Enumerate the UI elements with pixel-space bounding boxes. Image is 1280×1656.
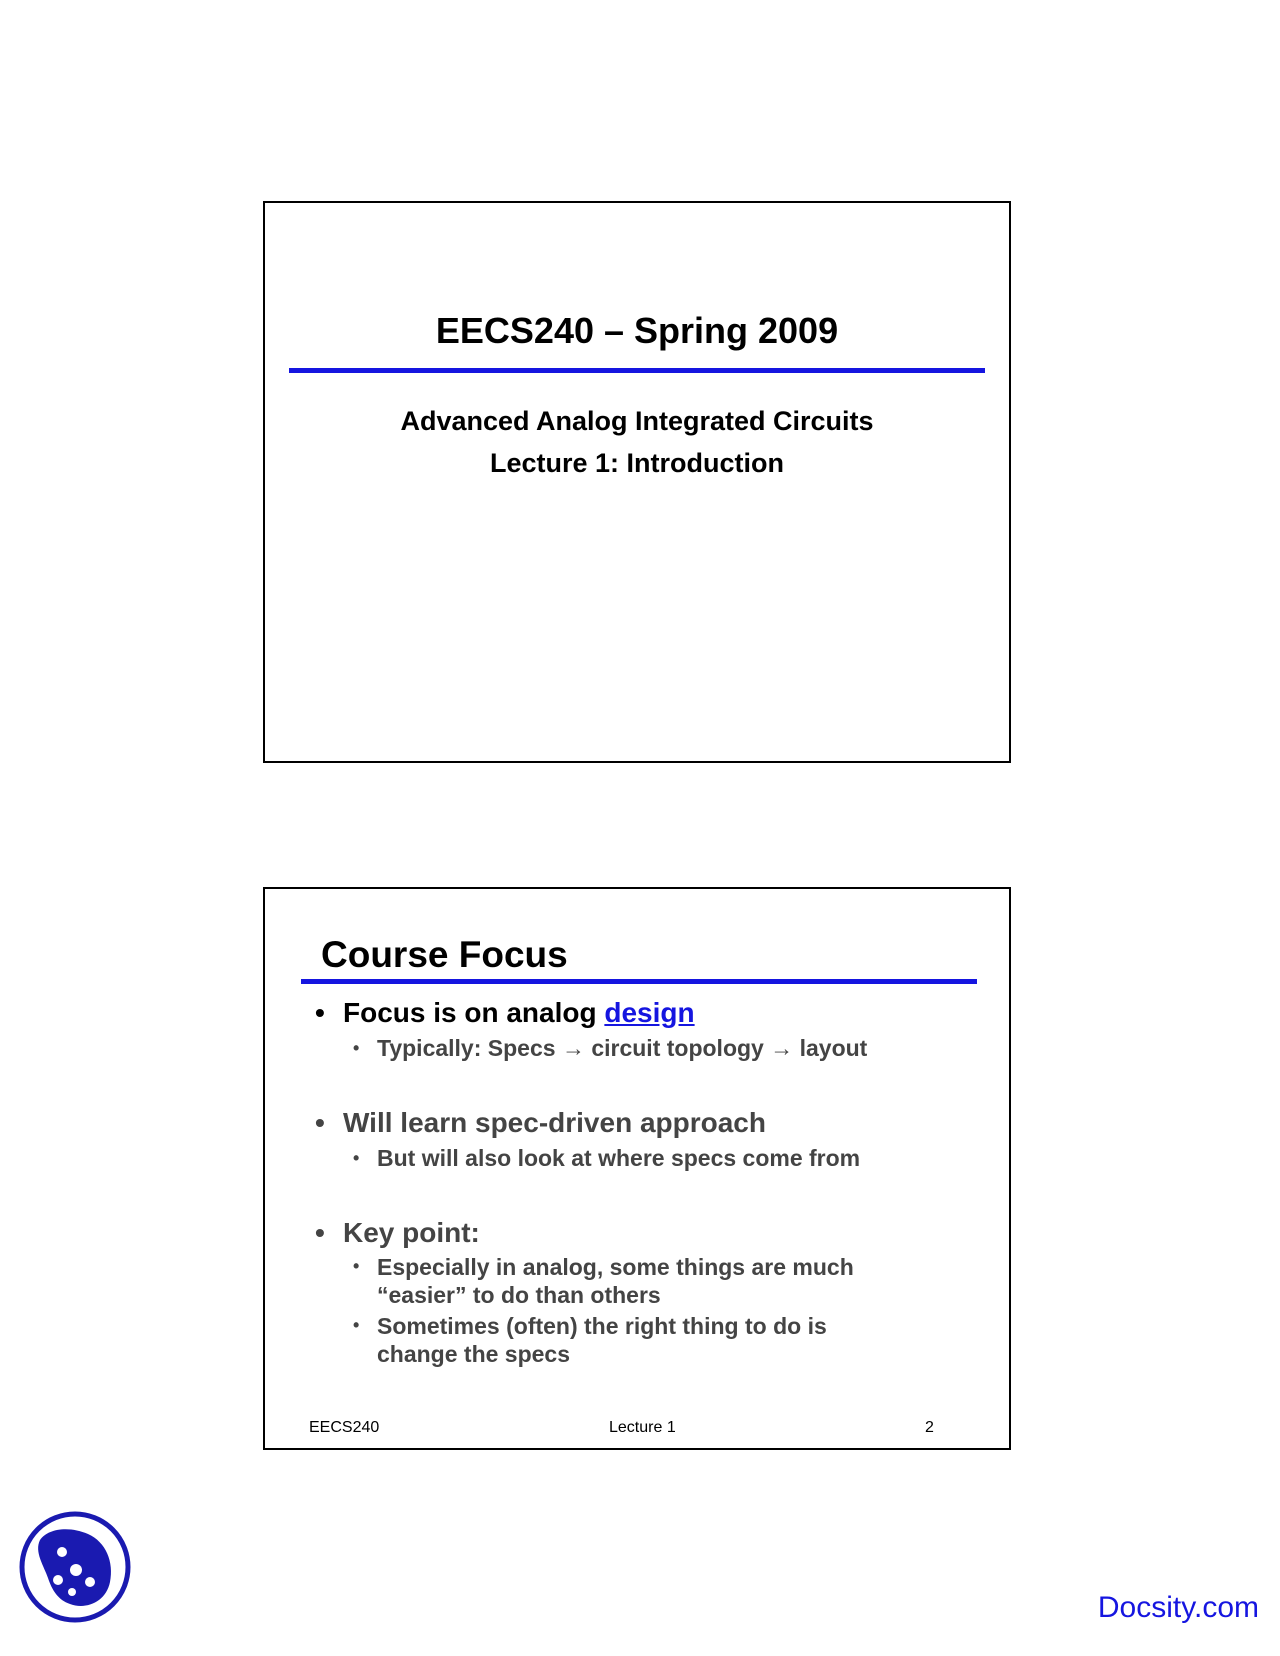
- sub-bullet-change-specs: [353, 1312, 827, 1368]
- footer-lecture: Lecture 1: [609, 1419, 676, 1436]
- bullet-dot: •: [315, 1217, 325, 1248]
- sub-bullet-dot: •: [353, 1315, 360, 1335]
- slide-1-subtitle-line-2: Lecture 1: Introduction: [489, 448, 784, 478]
- bullet-focus: [315, 997, 695, 1029]
- arrow-right-icon: →: [770, 1035, 794, 1061]
- bullet-dot: •: [315, 997, 325, 1028]
- slide-2-title-rule: [301, 979, 977, 984]
- slide-1-title-rule: [289, 368, 985, 373]
- docsity-logo-icon[interactable]: [18, 1510, 132, 1624]
- sub-bullet-analog-easier: [353, 1253, 854, 1309]
- bullet-key-point-text: Key point:: [343, 1217, 480, 1248]
- bullet-spec-driven-text: Will learn spec-driven approach: [343, 1107, 766, 1138]
- sub-bullet-typically-b: circuit topology: [584, 1035, 771, 1061]
- sub-bullet-change-specs-line-2: change the specs: [377, 1341, 571, 1367]
- bullet-spec-driven: [315, 1107, 766, 1139]
- sub-bullet-analog-easier-line-2: “easier” to do than others: [377, 1282, 661, 1308]
- footer-page-number: 2: [925, 1419, 934, 1436]
- sub-bullet-specs-origin-text: But will also look at where specs come from: [377, 1145, 861, 1171]
- sub-bullet-dot: •: [353, 1256, 360, 1276]
- slide-2-title: Course Focus: [321, 934, 568, 975]
- docsity-watermark-link[interactable]: Docsity.com: [1097, 1591, 1259, 1624]
- sub-bullet-typically-a: Typically: Specs: [377, 1035, 562, 1061]
- sub-bullet-typically-c: layout: [793, 1035, 868, 1061]
- slide-2: [263, 887, 1011, 1450]
- bullet-key-point: [315, 1217, 480, 1249]
- sub-bullet-analog-easier-line-1: Especially in analog, some things are much: [377, 1254, 854, 1280]
- sub-bullet-dot: •: [353, 1148, 360, 1168]
- sub-bullet-typically: [353, 1035, 867, 1062]
- slide-1: [263, 201, 1011, 763]
- arrow-right-icon: →: [561, 1035, 585, 1061]
- slide-1-title: EECS240 – Spring 2009: [435, 310, 839, 351]
- bullet-dot: •: [315, 1107, 325, 1138]
- sub-bullet-dot: •: [353, 1038, 360, 1058]
- slide-1-subtitle-line-1: Advanced Analog Integrated Circuits: [400, 406, 874, 436]
- sub-bullet-change-specs-line-1: Sometimes (often) the right thing to do is: [377, 1313, 827, 1339]
- bullet-focus-text: Focus is on analog: [343, 997, 605, 1028]
- footer-course: EECS240: [309, 1419, 380, 1436]
- design-link[interactable]: design: [604, 997, 695, 1028]
- sub-bullet-specs-origin: [353, 1145, 860, 1172]
